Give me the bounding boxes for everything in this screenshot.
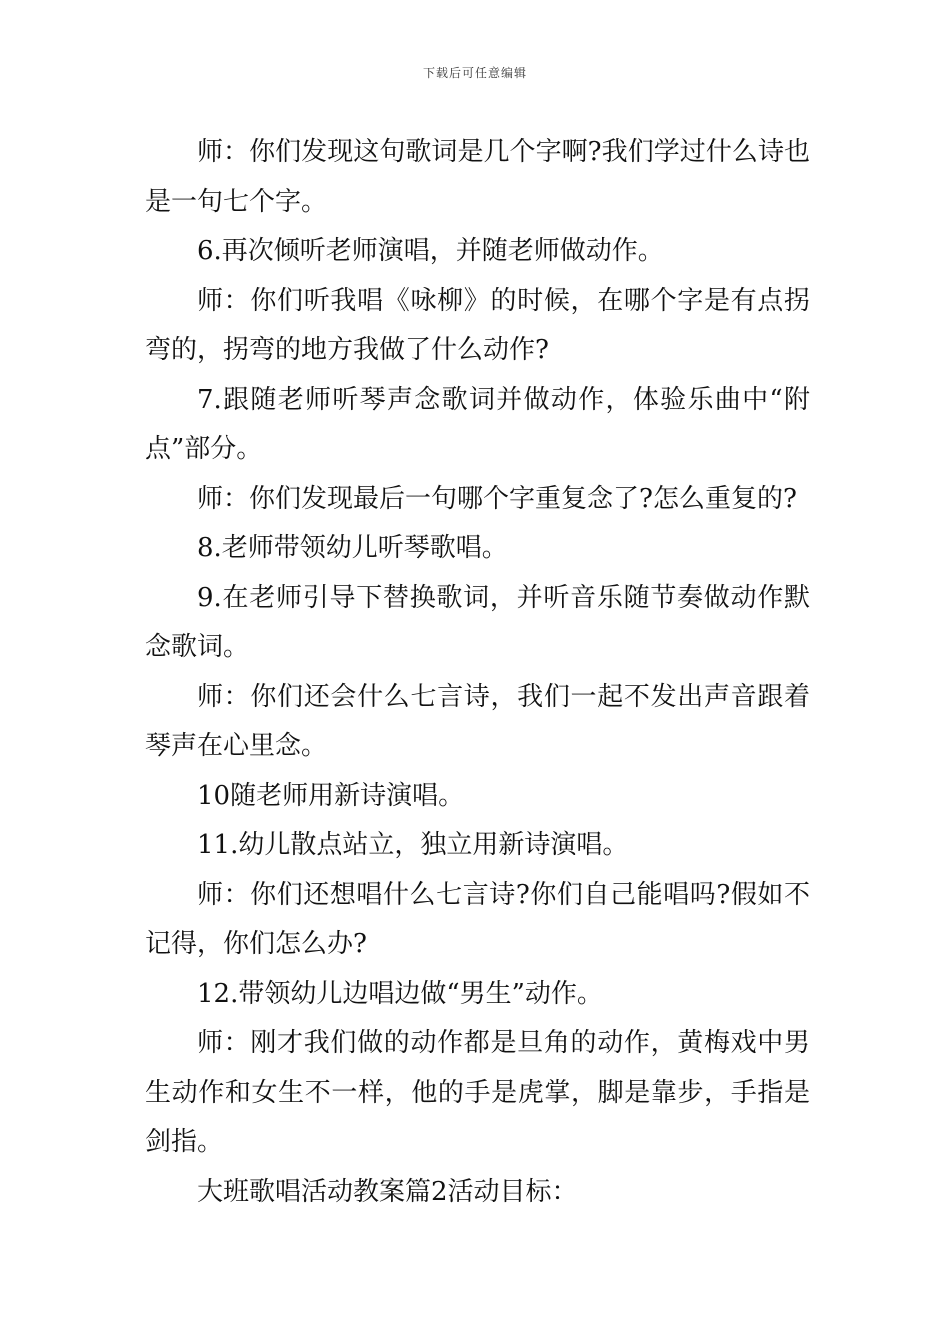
paragraph-teacher-question-yongliu: 师：你们听我唱《咏柳》的时候，在哪个字是有点拐弯的，拐弯的地方我做了什么动作?: [145, 285, 810, 365]
paragraph-teacher-question-repeat: 师：你们发现最后一句哪个字重复念了?怎么重复的?: [197, 483, 797, 514]
paragraph-step-11: 11.幼儿散点站立，独立用新诗演唱。: [197, 830, 629, 860]
document-body: [145, 128, 810, 1217]
paragraph-step-7: 7.跟随老师听琴声念歌词并做动作，体验乐曲中“附点”部分。: [145, 384, 810, 464]
paragraph-section-heading: 大班歌唱活动教案篇2活动目标：: [197, 1176, 578, 1207]
paragraph-teacher-question-more-poems: 师：你们还想唱什么七言诗?你们自己能唱吗?假如不记得，你们怎么办?: [145, 879, 810, 959]
paragraph-step-9: 9.在老师引导下替换歌词，并听音乐随节奏做动作默念歌词。: [145, 582, 810, 662]
paragraph-step-12: 12.带领幼儿边唱边做“男生”动作。: [197, 978, 603, 1009]
paragraph-step-8: 8.老师带领幼儿听琴歌唱。: [197, 533, 508, 563]
paragraph-teacher-prompt-silent: 师：你们还会什么七言诗，我们一起不发出声音跟着琴声在心里念。: [145, 681, 810, 761]
paragraph-teacher-explain-actions: 师：刚才我们做的动作都是旦角的动作，黄梅戏中男生动作和女生不一样，他的手是虎掌，脚是靠步，手指是剑指。: [145, 1028, 810, 1157]
paragraph-teacher-question-seven-chars: 师：你们发现这句歌词是几个字啊?我们学过什么诗也是一句七个字。: [145, 137, 810, 217]
paragraph-step-6: 6.再次倾听老师演唱，并随老师做动作。: [197, 236, 664, 266]
paragraph-step-10: 10随老师用新诗演唱。: [197, 780, 465, 811]
page-header: 下载后可任意编辑: [422, 66, 527, 80]
